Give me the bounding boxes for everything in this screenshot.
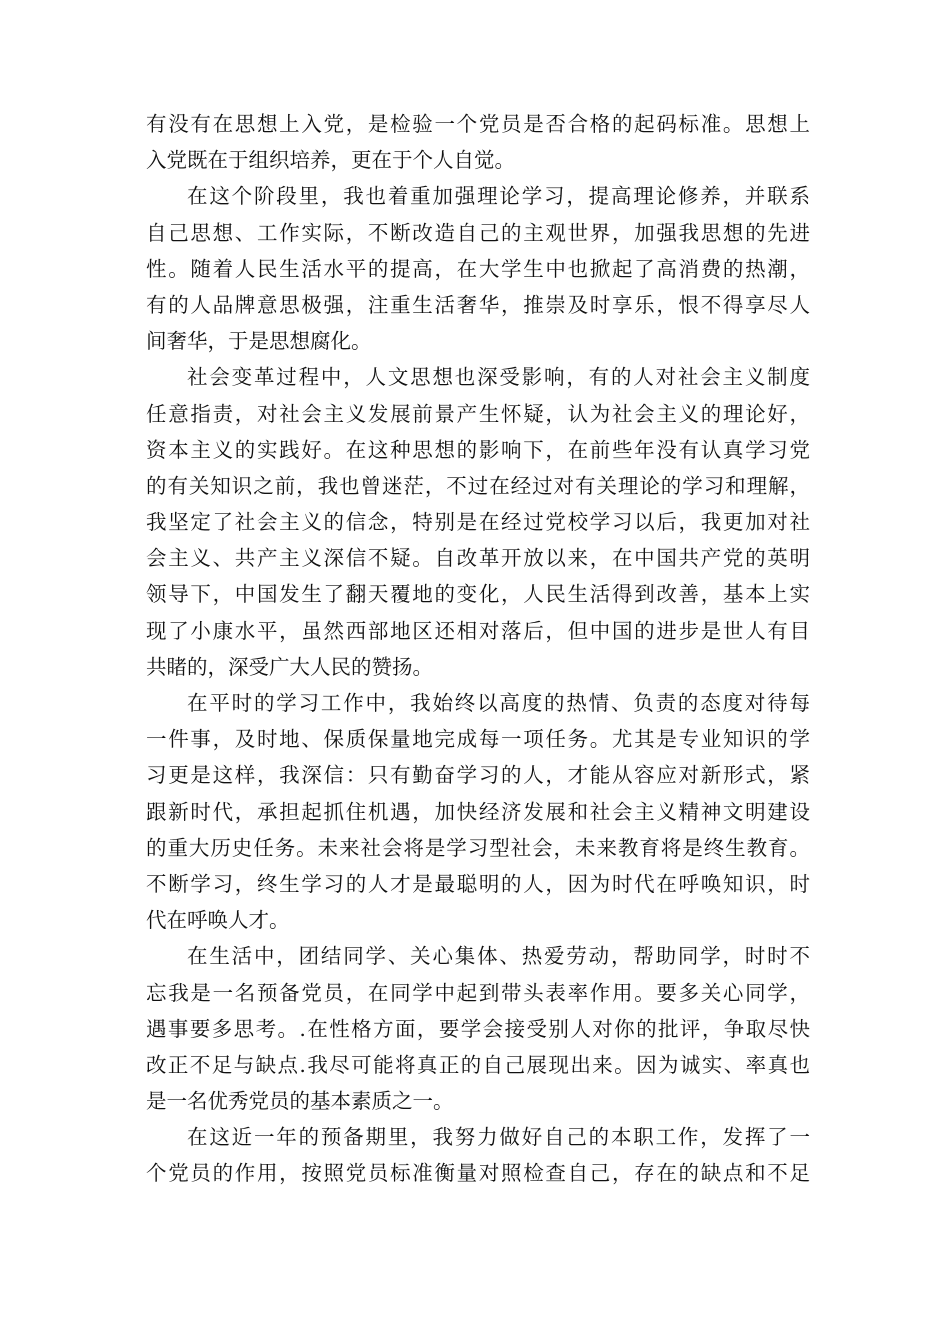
text-line: 任意指责，对社会主义发展前景产生怀疑，认为社会主义的理论好， xyxy=(146,401,810,426)
text-line: 自己思想、工作实际，不断改造自己的主观世界，加强我思想的先进 xyxy=(146,220,810,245)
text-line: 的有关知识之前，我也曾迷茫，不过在经过对有关理论的学习和理解， xyxy=(146,473,810,498)
text-line: 资本主义的实践好。在这种思想的影响下，在前些年没有认真学习党 xyxy=(146,437,810,462)
text-line: 习更是这样，我深信：只有勤奋学习的人，才能从容应对新形式，紧 xyxy=(146,763,810,788)
text-line: 有没有在思想上入党，是检验一个党员是否合格的起码标准。思想上 xyxy=(146,112,810,136)
text-line: 在这近一年的预备期里，我努力做好自己的本职工作，发挥了一 xyxy=(187,1125,810,1150)
text-line: 在平时的学习工作中，我始终以高度的热情、负责的态度对待每 xyxy=(187,691,810,715)
text-line: 性。随着人民生活水平的提高，在大学生中也掀起了高消费的热潮， xyxy=(146,256,810,281)
text-line: 会主义、共产主义深信不疑。自改革开放以来，在中国共产党的英明 xyxy=(146,546,810,571)
text-line: 社会变革过程中，人文思想也深受影响，有的人对社会主义制度 xyxy=(187,365,810,390)
text-line: 一件事，及时地、保质保量地完成每一项任务。尤其是专业知识的学 xyxy=(146,727,810,752)
text-line: 跟新时代，承担起抓住机遇，加快经济发展和社会主义精神文明建设 xyxy=(146,799,810,824)
text-line: 遇事要多思考。.在性格方面，要学会接受别人对你的批评，争取尽快 xyxy=(146,1016,810,1041)
text-line: 的重大历史任务。未来社会将是学习型社会，未来教育将是终生教育。 xyxy=(146,835,810,860)
text-line: 在生活中，团结同学、关心集体、热爱劳动，帮助同学，时时不 xyxy=(187,944,810,969)
text-line: 是一名优秀党员的基本素质之一。 xyxy=(146,1089,454,1114)
text-line: 在这个阶段里，我也着重加强理论学习，提高理论修养，并联系 xyxy=(187,184,810,209)
text-line: 代在呼唤人才。 xyxy=(146,908,290,933)
text-line: 领导下，中国发生了翻天覆地的变化，人民生活得到改善，基本上实 xyxy=(146,582,810,607)
text-line: 忘我是一名预备党员，在同学中起到带头表率作用。要多关心同学， xyxy=(146,980,810,1005)
text-line: 间奢华，于是思想腐化。 xyxy=(146,329,372,354)
text-line: 我坚定了社会主义的信念，特别是在经过党校学习以后，我更加对社 xyxy=(146,510,810,535)
text-line: 不断学习，终生学习的人才是最聪明的人，因为时代在呼唤知识，时 xyxy=(146,871,810,896)
text-line: 共睹的，深受广大人民的赞扬。 xyxy=(146,654,433,679)
text-line: 现了小康水平，虽然西部地区还相对落后，但中国的进步是世人有目 xyxy=(146,618,810,643)
text-line: 有的人品牌意思极强，注重生活奢华，推崇及时享乐，恨不得享尽人 xyxy=(146,292,810,317)
body-text xyxy=(146,106,810,1192)
text-line: 改正不足与缺点.我尽可能将真正的自己展现出来。因为诚实、率真也 xyxy=(146,1052,810,1077)
text-line: 入党既在于组织培养，更在于个人自觉。 xyxy=(146,148,515,173)
text-line: 个党员的作用，按照党员标准衡量对照检查自己，存在的缺点和不足 xyxy=(146,1161,810,1186)
